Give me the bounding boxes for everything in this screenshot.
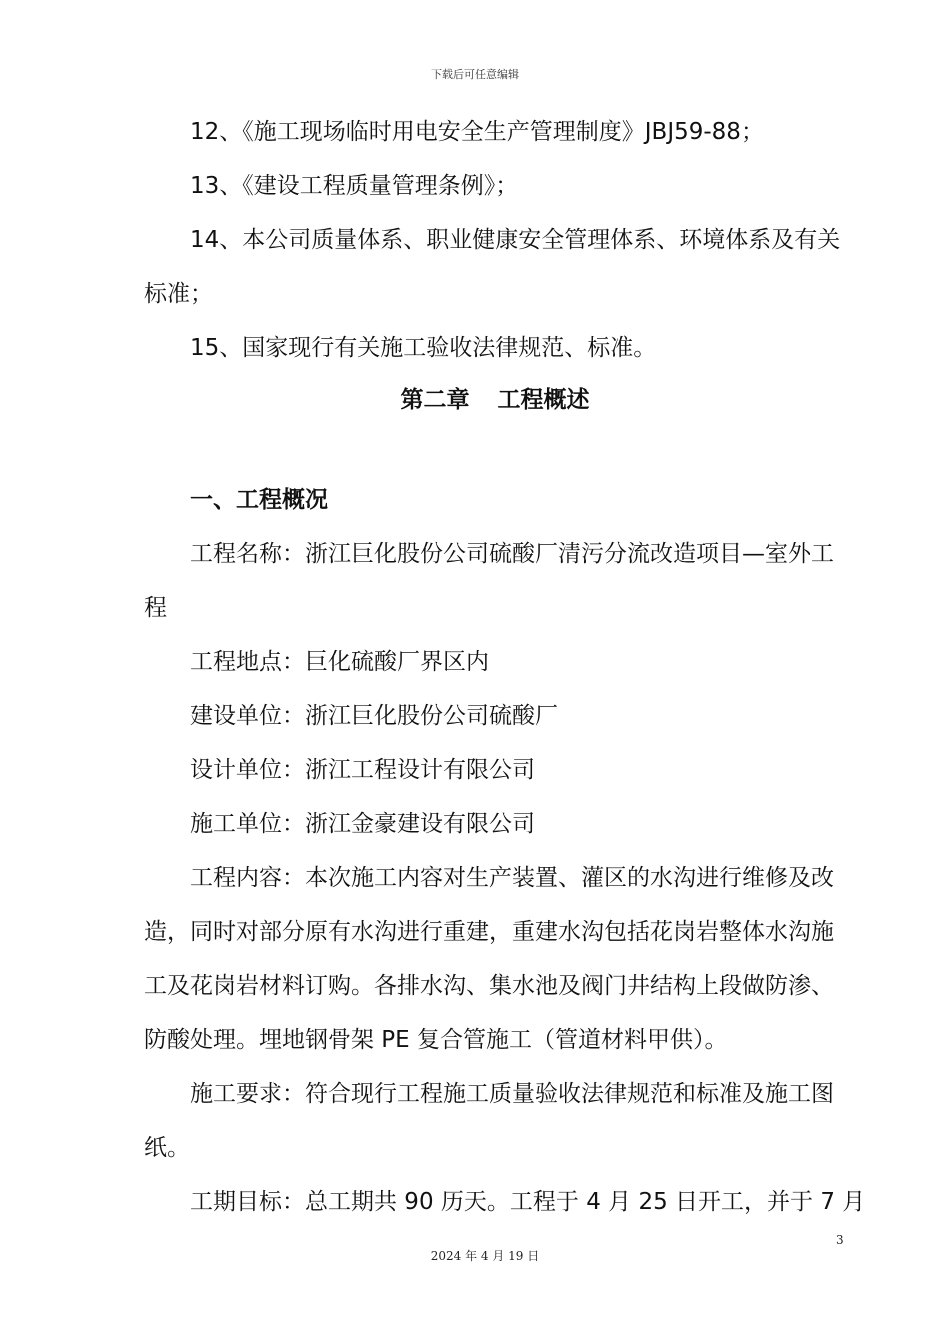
- chapter-number: 第二章: [400, 387, 470, 413]
- project-name: 工程名称：浙江巨化股份公司硫酸厂清污分流改造项目—室外工: [190, 541, 834, 567]
- contractor-unit: 施工单位：浙江金豪建设有限公司: [190, 811, 535, 837]
- chapter-heading: [0, 384, 950, 416]
- construction-unit: 建设单位：浙江巨化股份公司硫酸厂: [190, 703, 558, 729]
- construction-requirements: 施工要求：符合现行工程施工质量验收法律规范和标准及施工图: [190, 1081, 834, 1107]
- page-number: 3: [836, 1233, 844, 1247]
- schedule-target: 工期目标：总工期共 90 历天。工程于 4 月 25 日开工，并于 7 月: [190, 1189, 866, 1215]
- construction-requirements-continued: 纸。: [144, 1135, 190, 1161]
- project-content-line-3: 工及花岗岩材料订购。各排水沟、集水池及阀门井结构上段做防渗、: [144, 973, 834, 999]
- project-name-continued: 程: [144, 595, 167, 621]
- project-location: 工程地点：巨化硫酸厂界区内: [190, 649, 489, 675]
- design-unit: 设计单位：浙江工程设计有限公司: [190, 757, 535, 783]
- project-content-line-4: 防酸处理。埋地钢骨架 PE 复合管施工（管道材料甲供）。: [144, 1027, 728, 1053]
- reference-item-15: 15、国家现行有关施工验收法律规范、标准。: [190, 335, 657, 361]
- reference-item-13: 13、《建设工程质量管理条例》；: [190, 173, 519, 199]
- reference-item-12: 12、《施工现场临时用电安全生产管理制度》JBJ59-88；: [190, 119, 764, 145]
- reference-item-14-continued: 标准；: [144, 281, 213, 307]
- reference-item-14: 14、本公司质量体系、职业健康安全管理体系、环境体系及有关: [190, 227, 841, 253]
- page-header: 下载后可任意编辑: [431, 68, 519, 81]
- project-content: 工程内容：本次施工内容对生产装置、灌区的水沟进行维修及改: [190, 865, 834, 891]
- section-heading: 一、工程概况: [190, 487, 328, 513]
- chapter-title: 工程概述: [497, 387, 590, 413]
- footer-date: 2024 年 4 月 19 日: [430, 1249, 540, 1263]
- project-content-line-2: 造，同时对部分原有水沟进行重建，重建水沟包括花岗岩整体水沟施: [144, 919, 834, 945]
